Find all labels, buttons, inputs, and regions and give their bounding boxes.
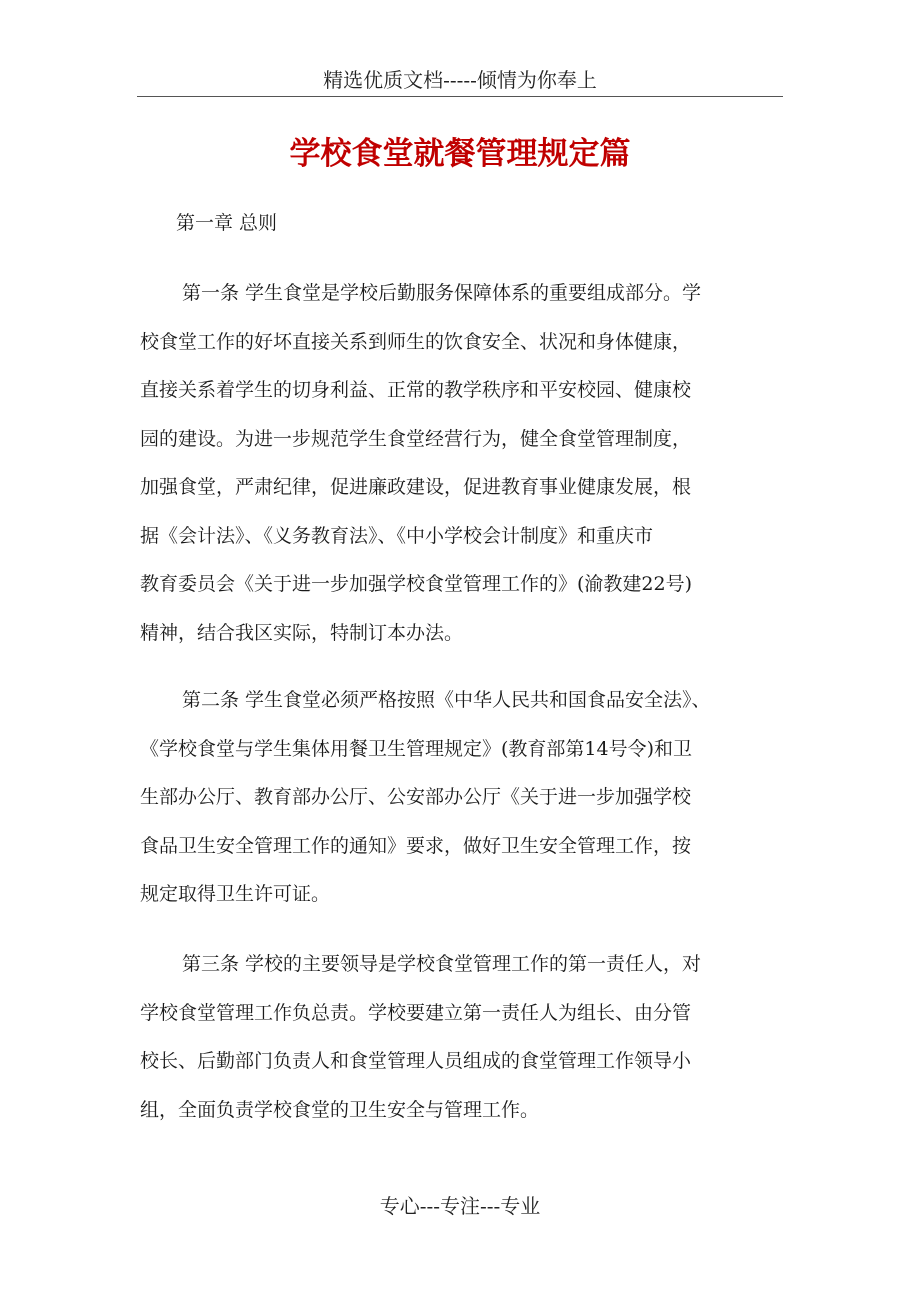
document-title: 学校食堂就餐管理规定篇	[289, 136, 631, 172]
page-footer: 专心---专注---专业	[379, 1194, 541, 1218]
article-line: 校长、后勤部门负责人和食堂管理人员组成的食堂管理工作领导小	[140, 1050, 692, 1072]
article-line: 教育委员会《关于进一步加强学校食堂管理工作的》(渝教建22号)	[140, 573, 693, 595]
article-line: 校食堂工作的好坏直接关系到师生的饮食安全、状况和身体健康，	[140, 330, 692, 353]
article-3	[140, 940, 785, 1134]
article-line: 园的建设。为进一步规范学生食堂经营行为，健全食堂管理制度，	[140, 427, 692, 450]
article-line: 食品卫生安全管理工作的通知》要求，做好卫生安全管理工作，按	[140, 834, 692, 857]
article-line: 第二条 学生食堂必须严格按照《中华人民共和国食品安全法》、	[182, 689, 711, 711]
page-header: 精选优质文档-----倾情为你奉上	[323, 68, 597, 92]
article-line: 规定取得卫生许可证。	[140, 883, 331, 905]
article-line: 加强食堂，严肃纪律，促进廉政建设，促进教育事业健康发展，根	[140, 476, 692, 498]
article-line: 生部办公厅、教育部办公厅、公安部办公厅《关于进一步加强学校	[140, 786, 692, 808]
article-line: 据《会计法》、《义务教育法》、《中小学校会计制度》和重庆市	[140, 524, 654, 547]
article-line: 精神，结合我区实际，特制订本办法。	[140, 621, 464, 644]
article-line: 《学校食堂与学生集体用餐卫生管理规定》(教育部第14号令)和卫	[140, 737, 693, 760]
article-line: 直接关系着学生的切身利益、正常的教学秩序和平安校园、健康校	[140, 379, 692, 401]
header-divider	[137, 96, 783, 97]
chapter-heading: 第一章 总则	[176, 212, 278, 234]
article-line: 第一条 学生食堂是学校后勤服务保障体系的重要组成部分。学	[182, 282, 702, 304]
article-2	[140, 676, 785, 919]
article-line: 第三条 学校的主要领导是学校食堂管理工作的第一责任人，对	[182, 953, 702, 975]
article-line: 学校食堂管理工作负总责。学校要建立第一责任人为组长、由分管	[140, 1001, 692, 1024]
article-1	[140, 269, 785, 657]
article-line: 组，全面负责学校食堂的卫生安全与管理工作。	[140, 1098, 540, 1121]
